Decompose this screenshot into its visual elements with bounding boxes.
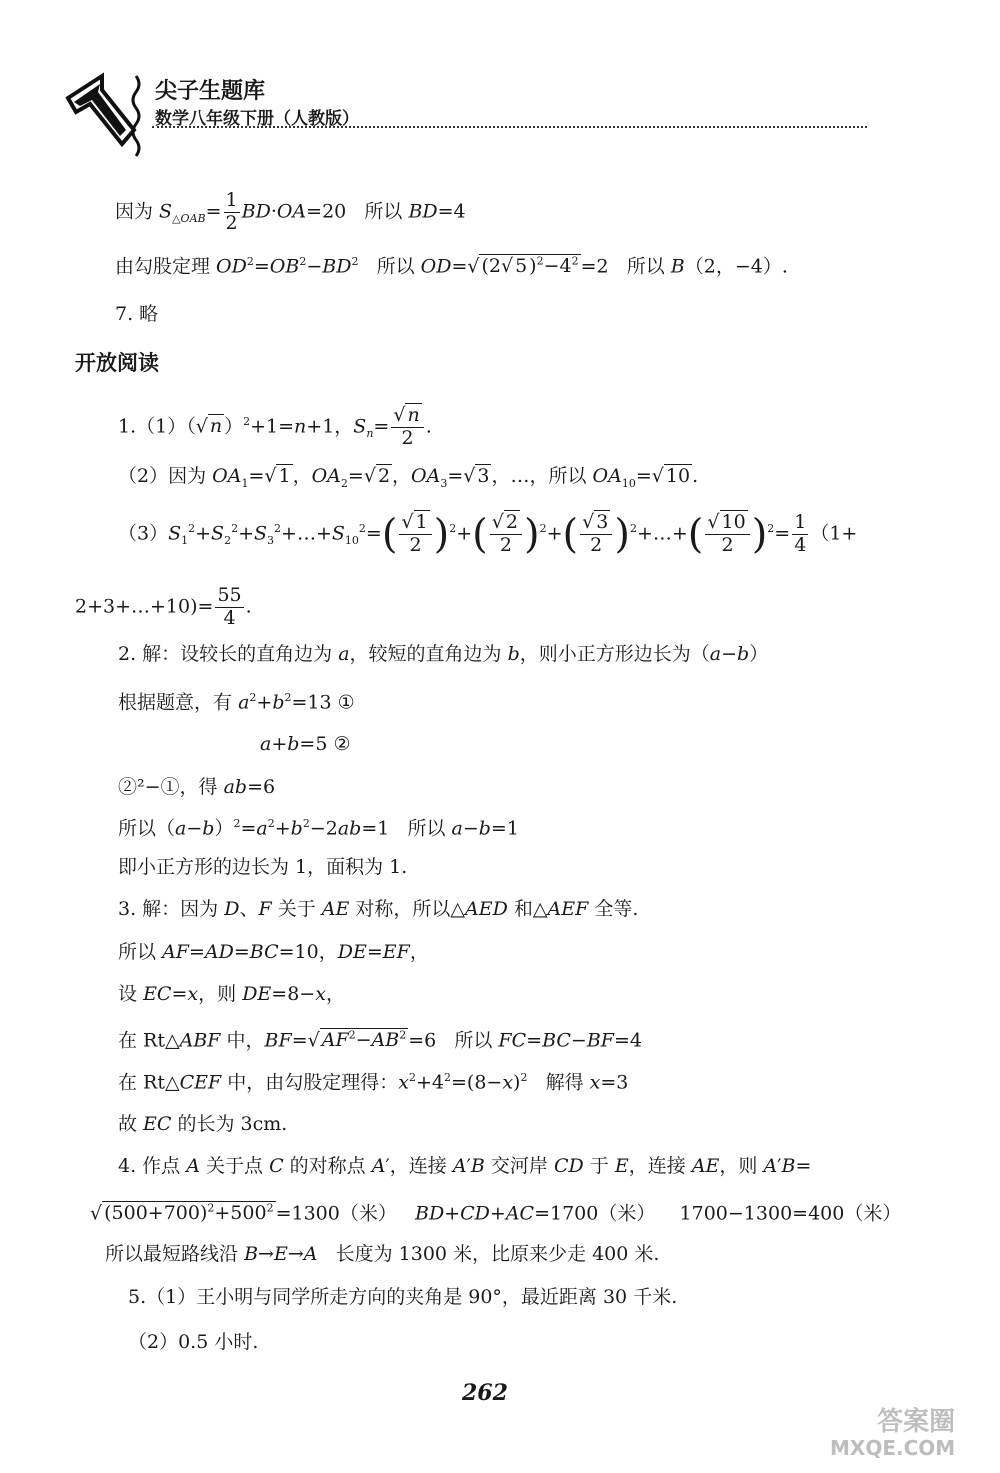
text-line: 即小正方形的边长为 1，面积为 1. bbox=[118, 856, 408, 878]
page-number: 262 bbox=[462, 1380, 508, 1406]
text-line: 所以$(a-b)^2=a^2+b^2-2ab=1$ 所以 a−b=1 bbox=[118, 817, 519, 840]
text-line: 3. 解：因为 D、F 关于 AE 对称，所以△AED 和△AEF 全等. bbox=[118, 898, 639, 920]
text-line: 因为 $S_{\triangle OAB}=$ $\frac{1}{2}$ BD·OA=20 所以 BD=4 bbox=[115, 189, 466, 234]
text-line: $(3)S_1^2+S_2^2+S_3^2+\dots+S_{10}^2=$( $\frac{√ 1}{2}$ )$^2$+( $\frac{√ 2}{2}$ )$^2$+( $\frac{√ 3}{2}$ )$^2$+…+( $\frac{√ 10}{2}$ )$^2$= $\frac{1}{4}$ （1+ bbox=[118, 511, 858, 558]
text-line: 在 Rt△CEF 中，由勾股定理得：$x^2+4^2=(8-x)^2$ 解得 x=3 bbox=[118, 1071, 629, 1094]
arrow-logo-icon bbox=[62, 70, 142, 165]
text-line: 5.（1）王小明与同学所走方向的夹角是 90°，最近距离 30 千米. bbox=[128, 1286, 678, 1308]
text-line: ②²−①，得 ab=6 bbox=[118, 776, 276, 798]
text-line: 2. 解：设较长的直角边为 a，较短的直角边为 b，则小正方形边长为（a−b） bbox=[118, 643, 769, 665]
watermark-logo: 答案圈 MXQE.COM bbox=[830, 1407, 956, 1460]
text-line: √ $(500+700)^2+500^2 =1300$（米） BD+CD+AC=1700（米） 1700−1300=400（米） bbox=[90, 1202, 902, 1225]
text-line: （2）因为 $OA_1=√$ 1 ，$OA_2=√$ 2 ，$OA_3=√$ 3 ，…，所以 $OA_{10}=√$ 10 . bbox=[118, 465, 699, 490]
text-line: 1.（1）（√ n ）$^2$+1=n+1，$S_n=$ $\frac{√ n}{2}$ . bbox=[118, 404, 432, 449]
text-line-7: 7. 略 bbox=[115, 303, 159, 325]
text-line: 根据题意，有 $a^2+b^2=13$ ① bbox=[118, 691, 355, 714]
text-line: 所以 AF=AD=BC=10，DE=EF， bbox=[118, 941, 429, 963]
text-line: 设 EC=x，则 DE=8−x， bbox=[118, 983, 345, 1005]
text-line: 由勾股定理 $OD^2=OB^2-BD^2$ 所以 OD=√ (2√ 5 )$^2-4^2 =2$ 所以 B（2，−4）. bbox=[115, 255, 788, 278]
header-divider bbox=[152, 126, 867, 128]
text-line: 所以最短路线沿 B→E→A 长度为 1300 米，比原来少走 400 米. bbox=[105, 1243, 660, 1265]
text-line: 2+3+…+10)= $\frac{55}{4}$ . bbox=[75, 584, 252, 629]
text-line: 故 EC 的长为 3cm. bbox=[118, 1113, 288, 1135]
text-line: 4. 作点 A 关于点 C 的对称点 A′，连接 A′B 交河岸 CD 于 E，连接 AE，则 A′B= bbox=[118, 1155, 812, 1177]
book-subtitle: 数学八年级下册（人教版） bbox=[155, 109, 359, 129]
text-line: （2）0.5 小时. bbox=[128, 1331, 259, 1353]
book-title: 尖子生题库 bbox=[155, 79, 266, 104]
text-line: a+b=5 ② bbox=[260, 733, 351, 755]
section-title: 开放阅读 bbox=[75, 351, 159, 375]
text-line: 在 Rt△ABF 中，BF=√ $AF^2-AB^2 =6$ 所以 FC=BC−BF=4 bbox=[118, 1029, 643, 1052]
